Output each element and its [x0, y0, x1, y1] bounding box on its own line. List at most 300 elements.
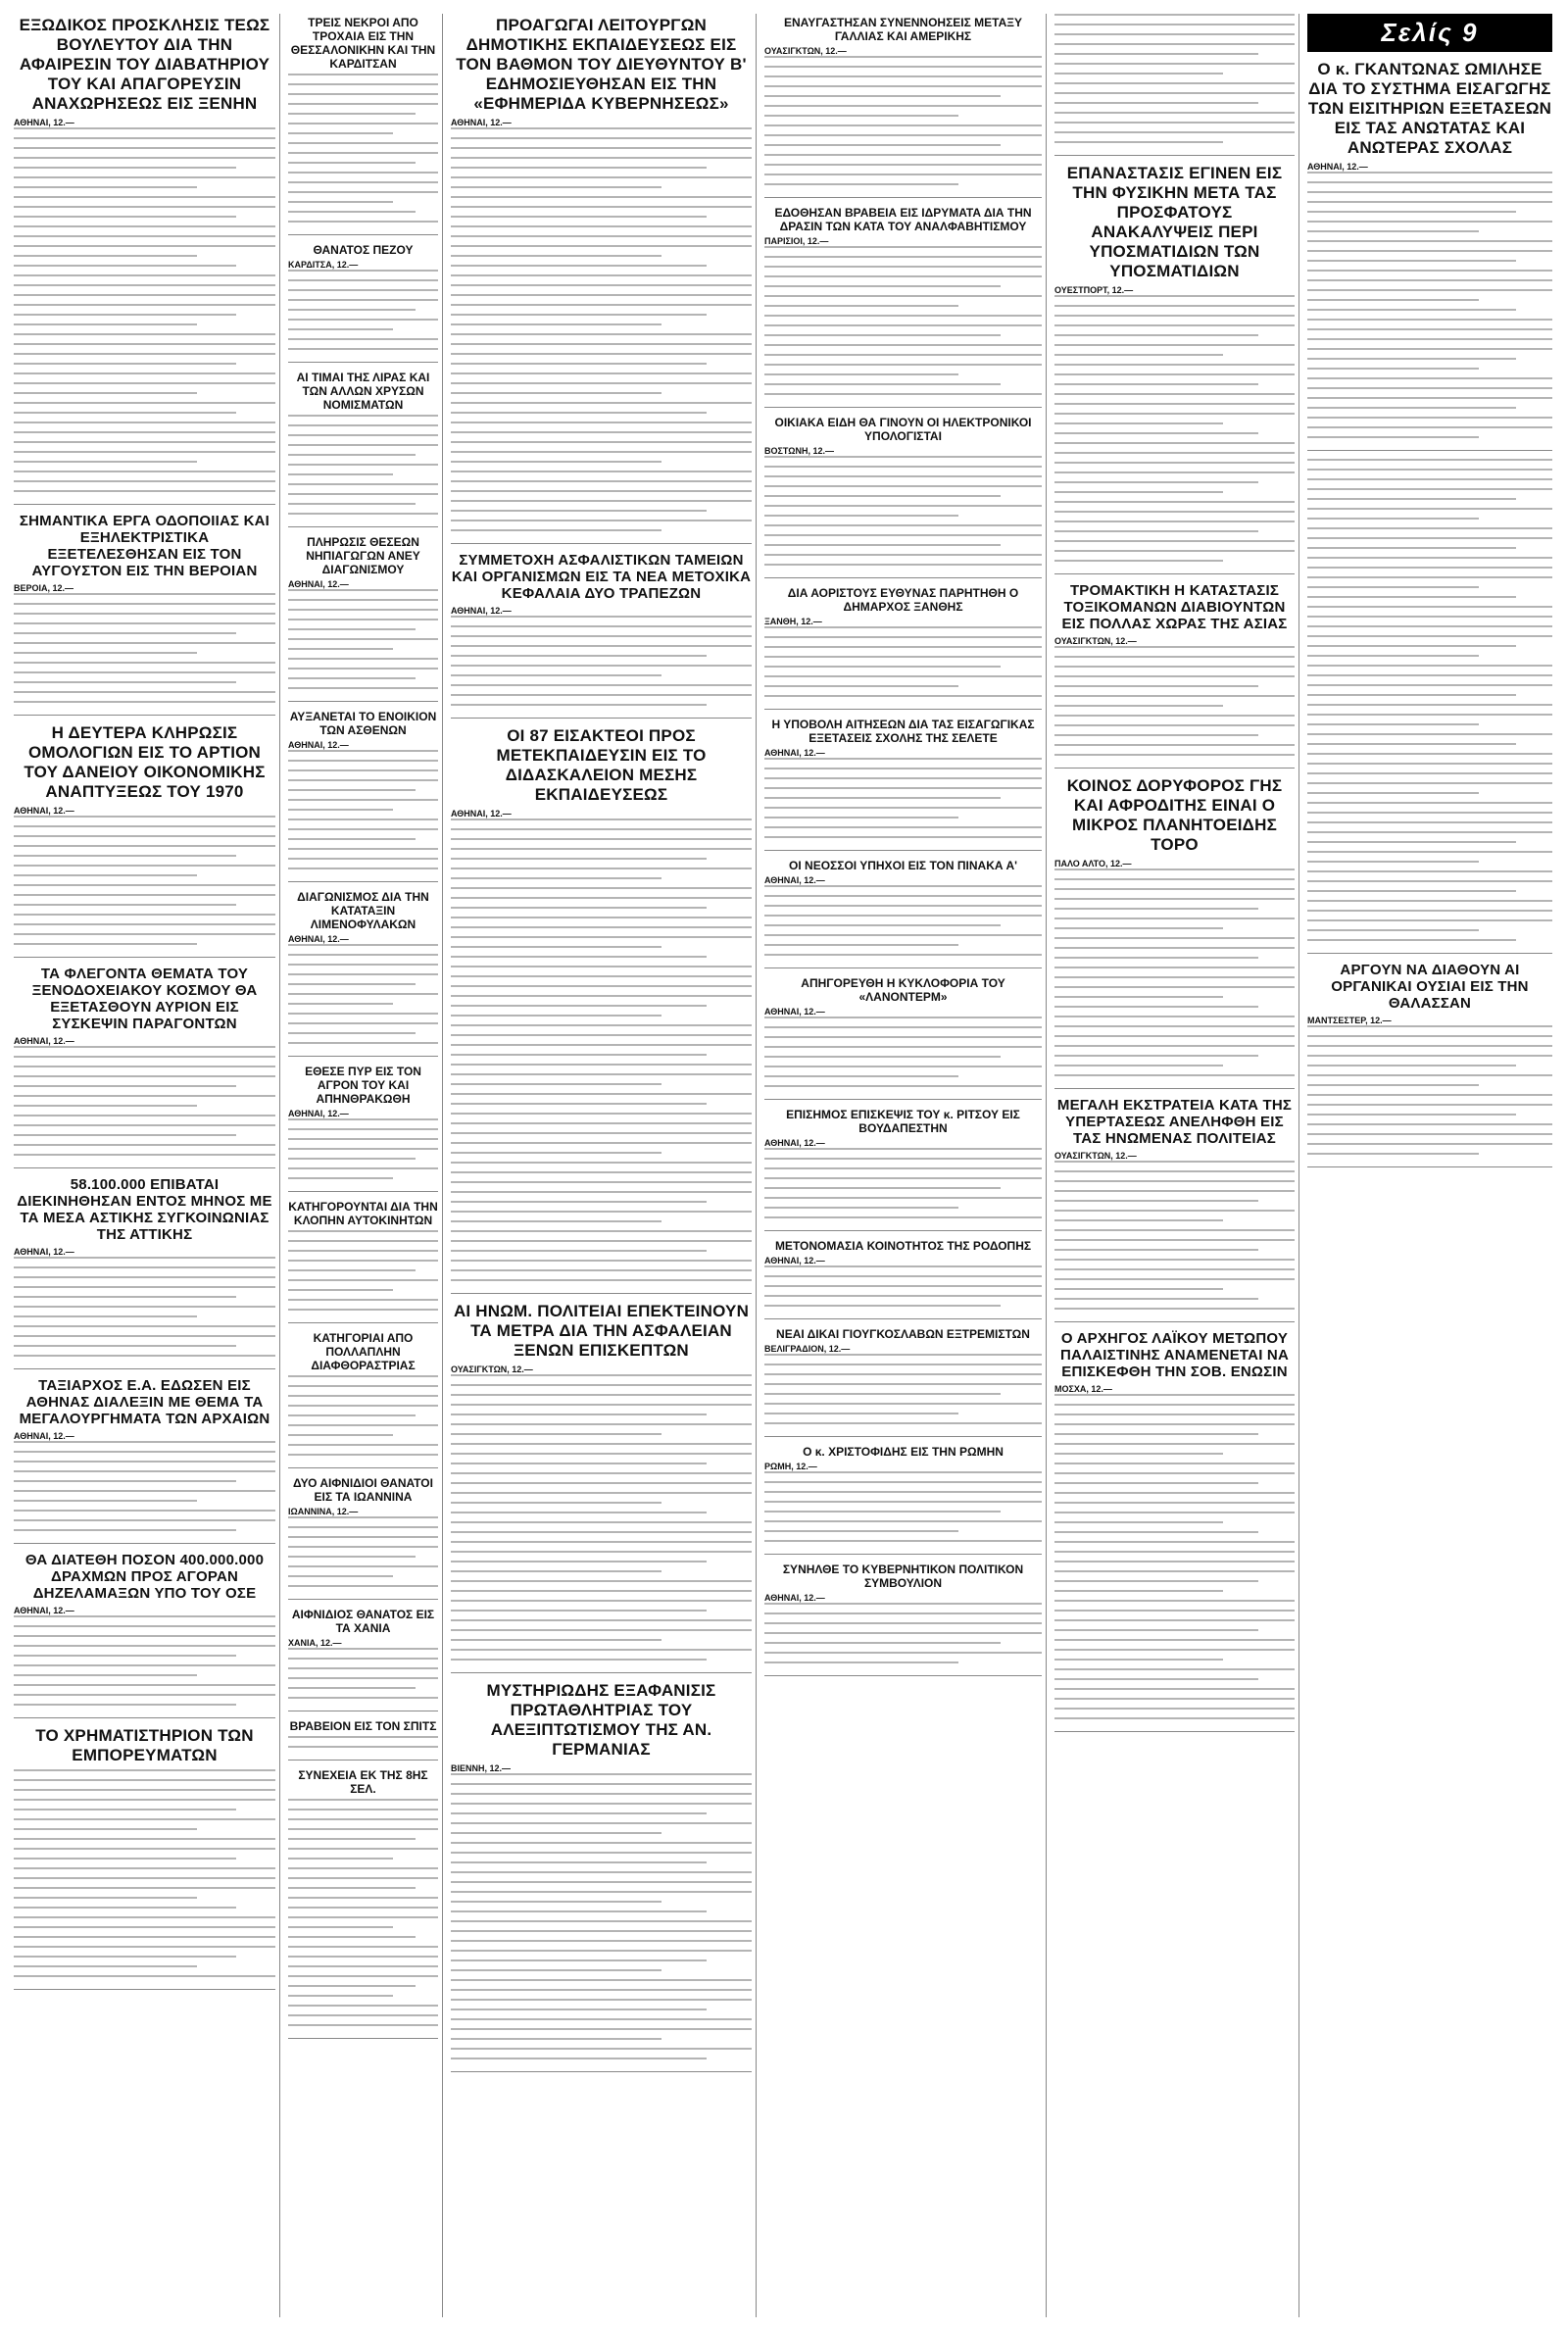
text-line	[1054, 1610, 1295, 1612]
text-line	[764, 1046, 1042, 1048]
text-line	[1054, 1541, 1295, 1543]
text-line	[14, 294, 275, 296]
article-body	[1307, 459, 1552, 941]
text-line	[451, 1649, 752, 1651]
text-line	[1054, 646, 1295, 648]
text-line	[1307, 635, 1552, 637]
text-line	[288, 1648, 438, 1650]
text-line	[288, 464, 438, 466]
headline: 58.100.000 ΕΠΙΒΑΤΑΙ ΔΙΕΚΙΝΗΘΗΣΑΝ ΕΝΤΟΣ ΜΗΝΟΣ ΜΕ ΤΑ ΜΕΣΑ ΑΣΤΙΚΗΣ ΣΥΓΚΟΙΝΩΝΙΑΣ ΤΗΣ ΑΤΤΙΚΗΣ	[17, 1176, 272, 1243]
text-line	[288, 838, 416, 840]
text-line	[1307, 338, 1552, 340]
text-line	[288, 954, 438, 956]
article	[288, 1331, 438, 1468]
text-line	[288, 1838, 416, 1840]
article	[764, 16, 1042, 198]
text-line	[1307, 547, 1516, 549]
dateline: ΑΘΗΝΑΙ, 12.—	[288, 740, 349, 750]
text-line	[1054, 695, 1295, 697]
article-body	[1054, 646, 1295, 756]
text-line	[288, 1536, 438, 1538]
text-line	[764, 636, 1042, 638]
text-line	[764, 164, 1042, 166]
text-line	[1054, 1025, 1295, 1027]
text-line	[764, 466, 1042, 468]
text-line	[451, 1512, 707, 1513]
text-line	[764, 885, 1042, 887]
article	[288, 1065, 438, 1192]
text-line	[451, 858, 707, 860]
text-line	[451, 1044, 752, 1046]
text-line	[14, 1936, 275, 1938]
text-line	[1307, 596, 1516, 598]
text-line	[14, 1276, 275, 1278]
text-line	[1307, 1025, 1552, 1027]
headline: Ο κ. ΓΚΑΝΤΩΝΑΣ ΩΜΙΛΗΣΕ ΔΙΑ ΤΟ ΣΥΣΤΗΜΑ ΕΙΣΑΓΩΓΗΣ ΤΩΝ ΕΙΣΙΤΗΡΙΩΝ ΕΞΕΤΑΣΕΩΝ ΕΙΣ ΤΑΣ ΑΝΩΤΑΤΑΣ ΚΑΙ ΑΝΩΤΕΡΑΣ ΣΧΟΛΑΣ	[1307, 60, 1552, 157]
text-line	[764, 1216, 1042, 1218]
article	[1054, 164, 1295, 574]
text-line	[451, 868, 752, 869]
text-line	[451, 422, 752, 423]
text-line	[764, 154, 1042, 156]
text-line	[764, 295, 1042, 297]
text-line	[288, 1375, 438, 1377]
text-line	[764, 646, 1042, 648]
text-line	[288, 1956, 438, 1958]
text-line	[1054, 1472, 1295, 1474]
text-line	[1307, 1084, 1479, 1086]
text-line	[1054, 1708, 1295, 1710]
column-6	[1307, 14, 1556, 2317]
text-line	[288, 964, 438, 966]
text-line	[288, 309, 416, 311]
article-body	[288, 1118, 438, 1179]
text-line	[14, 1105, 197, 1107]
text-line	[288, 1926, 393, 1928]
text-line	[14, 235, 275, 237]
text-line	[14, 1926, 275, 1928]
text-line	[1054, 364, 1295, 366]
text-line	[1307, 488, 1552, 490]
text-line	[764, 364, 1042, 366]
text-line	[451, 1482, 752, 1484]
text-line	[451, 1093, 752, 1095]
text-line	[764, 373, 958, 375]
article-body	[288, 415, 438, 515]
column-3	[451, 14, 757, 2317]
text-line	[1307, 812, 1552, 814]
text-line	[764, 344, 1042, 346]
article-body	[288, 1799, 438, 2026]
text-line	[14, 1799, 275, 1801]
text-line	[14, 603, 275, 605]
text-line	[14, 1335, 275, 1337]
article	[451, 16, 752, 544]
text-line	[1054, 1035, 1295, 1037]
text-line	[288, 779, 438, 781]
text-line	[1307, 1035, 1552, 1037]
text-line	[764, 1177, 1042, 1179]
text-line	[14, 904, 236, 906]
text-line	[764, 695, 1042, 697]
text-line	[451, 1015, 662, 1017]
text-line	[288, 1309, 438, 1311]
text-line	[451, 1861, 707, 1863]
text-line	[1054, 1668, 1295, 1670]
text-line	[14, 1897, 197, 1899]
text-line	[764, 1026, 1042, 1028]
text-line	[14, 1956, 236, 1958]
text-line	[451, 917, 752, 918]
text-line	[451, 1132, 752, 1134]
text-line	[451, 225, 752, 227]
text-line	[451, 1551, 752, 1553]
text-line	[451, 1443, 752, 1445]
headline: ΠΛΗΡΩΣΙΣ ΘΕΣΕΩΝ ΝΗΠΙΑΓΩΓΩΝ ΑΝΕΥ ΔΙΑΓΩΝΙΣΜΟΥ	[306, 535, 420, 576]
article-body	[288, 944, 438, 1044]
text-line	[764, 797, 1001, 799]
text-line	[288, 1697, 438, 1699]
article	[1054, 1097, 1295, 1322]
text-line	[451, 1191, 752, 1193]
text-line	[288, 289, 438, 291]
text-line	[764, 1275, 1042, 1277]
text-line	[288, 2005, 438, 2007]
text-line	[451, 1881, 752, 1883]
text-line	[14, 1848, 275, 1850]
text-line	[451, 372, 752, 374]
text-line	[14, 363, 236, 365]
text-line	[14, 1441, 275, 1443]
text-line	[1054, 1678, 1258, 1680]
text-line	[14, 1916, 275, 1918]
text-line	[1054, 122, 1295, 124]
text-line	[14, 265, 236, 267]
text-line	[1307, 172, 1552, 174]
text-line	[288, 677, 416, 679]
article-body	[764, 456, 1042, 566]
dateline: ΡΩΜΗ, 12.—	[764, 1462, 817, 1471]
article-body	[451, 818, 752, 1281]
text-line	[14, 451, 275, 453]
text-line	[288, 1858, 393, 1860]
text-line	[451, 2009, 707, 2010]
text-line	[764, 1364, 1042, 1365]
text-line	[14, 1066, 275, 1067]
text-line	[451, 490, 752, 492]
text-line	[288, 1809, 438, 1810]
headline: ΑΥΞΑΝΕΤΑΙ ΤΟ ΕΝΟΙΚΙΟΝ ΤΩΝ ΑΣΘΕΝΩΝ	[289, 710, 437, 737]
text-line	[451, 461, 662, 463]
text-line	[288, 152, 438, 154]
article	[288, 1200, 438, 1323]
headline: ΤΡΕΙΣ ΝΕΚΡΟΙ ΑΠΟ ΤΡΟΧΑΙΑ ΕΙΣ ΤΗΝ ΘΕΣΣΑΛΟΝΙΚΗΝ ΚΑΙ ΤΗΝ ΚΑΡΔΙΤΣΑΝ	[290, 16, 436, 71]
text-line	[451, 1639, 662, 1641]
text-line	[451, 167, 707, 169]
headline: ΕΠΑΝΑΣΤΑΣΙΣ ΕΓΙΝΕΝ ΕΙΣ ΤΗΝ ΦΥΣΙΚΗΝ ΜΕΤΑ ΤΑΣ ΠΡΟΣΦΑΤΟΥΣ ΑΝΑΚΑΛΥΨΕΙΣ ΠΕΡΙ ΥΠΟΣΜΑΤΙΔΙΩΝ ΤΩΝ ΥΠΟΣΜΑΤΙΔΙΩΝ	[1066, 164, 1283, 280]
text-line	[1307, 1133, 1552, 1135]
text-line	[451, 1433, 662, 1435]
article-body	[14, 816, 275, 945]
text-line	[1307, 260, 1516, 262]
text-line	[451, 382, 752, 384]
article	[764, 1562, 1042, 1676]
article-body	[764, 1603, 1042, 1663]
article-body	[14, 1769, 275, 1977]
text-line	[1307, 407, 1516, 409]
headline: ΜΕΓΑΛΗ ΕΚΣΤΡΑΤΕΙΑ ΚΑΤΑ ΤΗΣ ΥΠΕΡΤΑΣΕΩΣ ΑΝΕΛΗΦΘΗ ΕΙΣ ΤΑΣ ΗΝΩΜΕΝΑΣ ΠΟΛΙΤΕΙΑΣ	[1056, 1097, 1293, 1147]
text-line	[764, 56, 1042, 58]
text-line	[288, 1167, 438, 1169]
text-line	[288, 2024, 438, 2026]
article	[14, 513, 275, 716]
text-line	[288, 1158, 416, 1160]
text-line	[1054, 403, 1295, 405]
text-line	[288, 638, 438, 640]
article	[764, 976, 1042, 1100]
text-line	[764, 456, 1042, 458]
text-line	[451, 1260, 752, 1262]
headline: ΝΕΑΙ ΔΙΚΑΙ ΓΙΟΥΓΚΟΣΛΑΒΩΝ ΕΞΤΡΕΜΙΣΤΩΝ	[776, 1327, 1030, 1341]
text-line	[288, 1965, 438, 1967]
headline: ΘΑ ΔΙΑΤΕΘΗ ΠΟΣΟΝ 400.000.000 ΔΡΑΧΜΩΝ ΠΡΟΣ ΑΓΟΡΑΝ ΔΗΖΕΛΑΜΑΞΩΝ ΥΠΟ ΤΟΥ ΟΣΕ	[24, 1552, 265, 1602]
text-line	[1054, 112, 1295, 114]
text-line	[288, 1177, 393, 1179]
article-body	[288, 1648, 438, 1699]
text-line	[451, 1005, 707, 1007]
article	[1307, 459, 1552, 954]
text-line	[14, 127, 275, 129]
text-line	[1054, 1659, 1223, 1661]
text-line	[288, 319, 438, 321]
text-line	[764, 134, 1042, 136]
text-line	[288, 1907, 438, 1909]
text-line	[764, 1285, 1042, 1287]
text-line	[764, 1295, 1042, 1297]
text-line	[764, 515, 958, 517]
text-line	[14, 245, 275, 247]
dateline: ΑΘΗΝΑΙ, 12.—	[14, 1606, 74, 1615]
text-line	[764, 315, 1042, 317]
text-line	[1307, 1153, 1479, 1155]
text-line	[1307, 478, 1552, 480]
text-line	[1054, 1170, 1295, 1172]
text-line	[14, 681, 236, 683]
text-line	[14, 1615, 275, 1617]
headline: ΔΙΑ ΑΟΡΙΣΤΟΥΣ ΕΥΘΥΝΑΣ ΠΑΡΗΤΗΘΗ Ο ΔΗΜΑΡΧΟΣ ΞΑΝΘΗΣ	[787, 586, 1019, 614]
column-5	[1054, 14, 1299, 2317]
text-line	[1307, 498, 1516, 500]
article-body	[764, 1148, 1042, 1218]
text-line	[14, 382, 275, 384]
text-line	[451, 1152, 662, 1154]
article-body	[288, 74, 438, 223]
text-line	[14, 874, 197, 876]
text-line	[14, 422, 275, 423]
text-line	[14, 632, 236, 634]
text-line	[1307, 459, 1552, 461]
text-line	[1054, 1423, 1295, 1425]
text-line	[451, 157, 752, 159]
text-line	[1054, 1512, 1295, 1513]
text-line	[1054, 344, 1295, 346]
headline: ΣΥΝΕΧΕΙΑ ΕΚ ΤΗΣ 8ΗΣ ΣΕΛ.	[298, 1768, 428, 1796]
text-line	[1054, 1404, 1295, 1406]
text-line	[14, 855, 236, 857]
headline: ΟΙΚΙΑΚΑ ΕΙΔΗ ΘΑ ΓΙΝΟΥΝ ΟΙ ΗΛΕΚΤΡΟΝΙΚΟΙ ΥΠΟΛΟΓΙΣΤΑΙ	[774, 416, 1032, 443]
text-line	[288, 687, 438, 689]
text-line	[1307, 576, 1552, 578]
text-line	[288, 503, 416, 505]
article	[1054, 776, 1295, 1089]
text-line	[14, 622, 275, 624]
dateline: ΑΘΗΝΑΙ, 12.—	[764, 1138, 825, 1148]
article	[14, 16, 275, 505]
text-line	[14, 1325, 275, 1327]
text-line	[288, 769, 438, 771]
text-line	[288, 483, 438, 485]
text-line	[1054, 918, 1295, 919]
text-line	[1054, 1308, 1295, 1310]
headline: Η ΥΠΟΒΟΛΗ ΑΙΤΗΣΕΩΝ ΔΙΑ ΤΑΣ ΕΙΣΑΓΩΓΙΚΑΣ ΕΞΕΤΑΣΕΙΣ ΣΧΟΛΗΣ ΤΗΣ ΣΕΛΕΤΕ	[771, 718, 1035, 745]
text-line	[764, 1056, 1001, 1058]
text-line	[764, 1511, 1001, 1513]
text-line	[1307, 1114, 1516, 1116]
text-line	[451, 1541, 752, 1543]
text-line	[451, 966, 752, 967]
text-line	[1054, 295, 1295, 297]
text-line	[14, 593, 275, 595]
text-line	[288, 191, 438, 193]
text-line	[451, 265, 707, 267]
text-line	[1054, 937, 1295, 939]
text-line	[451, 674, 662, 676]
text-line	[451, 1463, 707, 1464]
article	[14, 966, 275, 1168]
article-body	[14, 1441, 275, 1531]
text-line	[764, 1207, 958, 1209]
dateline: ΑΘΗΝΑΙ, 12.—	[764, 748, 825, 758]
text-line	[14, 1144, 275, 1146]
headline: ΤΡΟΜΑΚΤΙΚΗ Η ΚΑΤΑΣΤΑΣΙΣ ΤΟΞΙΚΟΜΑΝΩΝ ΔΙΑΒΙΟΥΝΤΩΝ ΕΙΣ ΠΟΛΛΑΣ ΧΩΡΑΣ ΤΗΣ ΑΣΙΑΣ	[1061, 582, 1288, 632]
text-line	[288, 103, 438, 105]
text-line	[1054, 1229, 1295, 1231]
text-line	[1054, 1561, 1295, 1562]
text-line	[451, 995, 752, 997]
text-line	[14, 1635, 275, 1637]
text-line	[288, 493, 438, 495]
article-body	[764, 1354, 1042, 1424]
article-body	[288, 1736, 438, 1748]
text-line	[1307, 368, 1479, 370]
article	[1054, 14, 1295, 156]
text-line	[1054, 422, 1223, 424]
dateline: ΑΘΗΝΑΙ, 12.—	[1307, 162, 1368, 172]
text-line	[451, 1940, 752, 1942]
article-body	[764, 1471, 1042, 1542]
text-line	[764, 1413, 958, 1414]
text-line	[764, 944, 958, 946]
text-line	[451, 1570, 662, 1572]
text-line	[1307, 841, 1516, 843]
text-line	[764, 1642, 1001, 1644]
text-line	[14, 490, 275, 492]
text-line	[764, 285, 1001, 287]
text-line	[288, 868, 438, 869]
text-line	[14, 1345, 236, 1347]
dateline: ΒΕΡΟΙΑ, 12.—	[14, 583, 74, 593]
text-line	[1054, 666, 1295, 668]
text-line	[14, 186, 197, 188]
text-line	[14, 642, 275, 644]
text-line	[451, 1162, 752, 1164]
article	[764, 586, 1042, 710]
article-body	[764, 758, 1042, 838]
text-line	[288, 299, 438, 301]
text-line	[14, 216, 236, 218]
text-line	[14, 1965, 197, 1967]
text-line	[288, 1946, 438, 1948]
article-body	[764, 56, 1042, 185]
text-line	[764, 1481, 1042, 1483]
text-line	[1054, 53, 1258, 55]
text-line	[451, 1492, 752, 1494]
text-line	[1307, 870, 1552, 872]
text-line	[288, 668, 438, 670]
dateline: ΠΑΡΙΣΙΟΙ, 12.—	[764, 236, 829, 246]
text-line	[1054, 1433, 1258, 1435]
text-line	[764, 524, 1042, 526]
text-line	[1307, 1094, 1552, 1096]
text-line	[1307, 792, 1479, 794]
column-2	[288, 14, 443, 2317]
text-line	[14, 1858, 236, 1860]
text-line	[764, 275, 1042, 277]
text-line	[451, 694, 752, 696]
article	[764, 1108, 1042, 1231]
text-line	[14, 884, 275, 886]
article-body	[288, 750, 438, 869]
text-line	[1054, 1200, 1258, 1202]
dateline: ΜΟΣΧΑ, 12.—	[1054, 1384, 1112, 1394]
text-line	[1307, 606, 1552, 608]
text-line	[1307, 1045, 1552, 1047]
article	[288, 371, 438, 527]
article-body	[14, 1615, 275, 1706]
text-line	[14, 372, 275, 374]
text-line	[14, 914, 275, 916]
article-body	[1054, 1394, 1295, 1719]
text-line	[1054, 1453, 1223, 1455]
headline: ΑΙΦΝΙΔΙΟΣ ΘΑΝΑΤΟΣ ΕΙΣ ΤΑ ΧΑΝΙΑ	[291, 1608, 435, 1635]
text-line	[764, 1652, 1042, 1654]
text-line	[451, 1240, 752, 1242]
text-line	[1054, 957, 1258, 959]
text-line	[1054, 540, 1295, 542]
text-line	[1054, 705, 1223, 707]
text-line	[14, 1085, 236, 1087]
text-line	[288, 1916, 438, 1918]
text-line	[764, 105, 1042, 107]
dateline: ΑΘΗΝΑΙ, 12.—	[14, 118, 74, 127]
text-line	[1054, 986, 1295, 988]
text-line	[451, 1979, 752, 1981]
text-line	[288, 1405, 438, 1407]
text-line	[14, 613, 275, 615]
text-line	[1054, 868, 1295, 870]
text-line	[14, 1306, 275, 1308]
text-line	[288, 1867, 438, 1869]
